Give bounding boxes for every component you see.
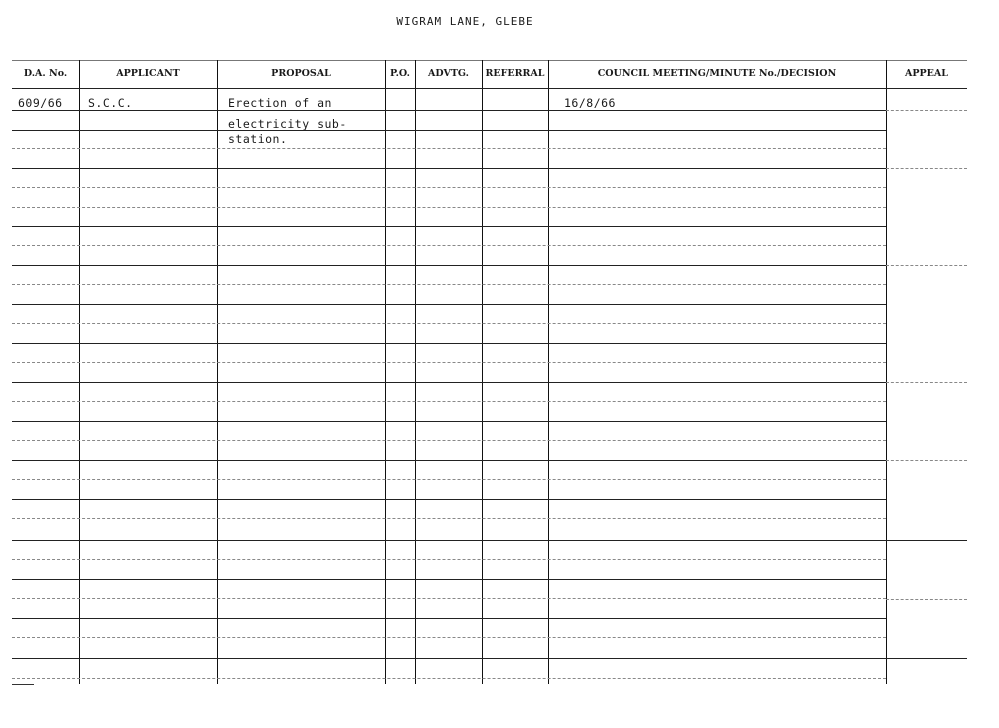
col-divider	[886, 60, 887, 684]
proposal-line: Erection of an	[228, 96, 332, 110]
corner-mark	[12, 684, 34, 685]
row-rule	[12, 110, 886, 111]
col-divider	[217, 60, 218, 684]
row-rule	[12, 168, 886, 169]
street-title: WIGRAM LANE, GLEBE	[396, 15, 534, 28]
row-rule	[12, 343, 886, 344]
header-referral: REFERRAL	[485, 68, 545, 79]
row-rule	[12, 304, 886, 305]
header-appeal: APPEAL	[905, 68, 948, 79]
header-proposal: PROPOSAL	[271, 68, 331, 79]
row-rule	[12, 460, 886, 461]
appeal-rule	[886, 460, 967, 461]
appeal-rule	[886, 265, 967, 266]
row-rule	[12, 421, 886, 422]
header-rule	[12, 88, 967, 89]
row-rule	[12, 265, 886, 266]
row-rule	[12, 401, 886, 402]
col-divider	[385, 60, 386, 684]
row-rule	[12, 658, 967, 659]
row-rule	[12, 637, 886, 638]
row-rule	[12, 362, 886, 363]
appeal-rule	[886, 168, 967, 169]
header-applicant: APPLICANT	[116, 68, 180, 79]
header-po: P.O.	[390, 68, 410, 79]
row-rule	[12, 382, 886, 383]
appeal-rule	[886, 382, 967, 383]
row-rule	[12, 678, 886, 679]
row-rule	[12, 187, 886, 188]
proposal-line: station.	[228, 132, 288, 146]
col-divider	[548, 60, 549, 684]
row-rule	[12, 440, 886, 441]
row-rule	[12, 579, 886, 580]
register-table	[12, 60, 967, 688]
row-rule	[12, 518, 886, 519]
row-rule	[12, 499, 886, 500]
row-rule	[12, 130, 886, 131]
row-rule	[12, 540, 967, 541]
proposal-line: electricity sub-	[228, 117, 347, 131]
row-rule	[12, 323, 886, 324]
row-rule	[12, 245, 886, 246]
row-rule	[12, 618, 886, 619]
col-divider	[415, 60, 416, 684]
applicant-name: S.C.C.	[88, 96, 133, 110]
row-rule	[12, 559, 886, 560]
header-da-no: D.A. No.	[23, 68, 68, 79]
decision-date: 16/8/66	[564, 96, 616, 110]
row-rule	[12, 479, 886, 480]
row-rule	[12, 598, 886, 599]
row-rule	[12, 207, 886, 208]
col-divider	[79, 60, 80, 684]
col-divider	[482, 60, 483, 684]
header-advtg: ADVTG.	[428, 68, 469, 79]
da-number: 609/66	[18, 96, 63, 110]
row-rule	[12, 148, 886, 149]
row-rule	[12, 284, 886, 285]
appeal-rule	[886, 599, 967, 600]
row-rule	[12, 226, 886, 227]
appeal-rule	[886, 110, 967, 111]
header-decision: COUNCIL MEETING/MINUTE No./DECISION	[597, 68, 837, 79]
